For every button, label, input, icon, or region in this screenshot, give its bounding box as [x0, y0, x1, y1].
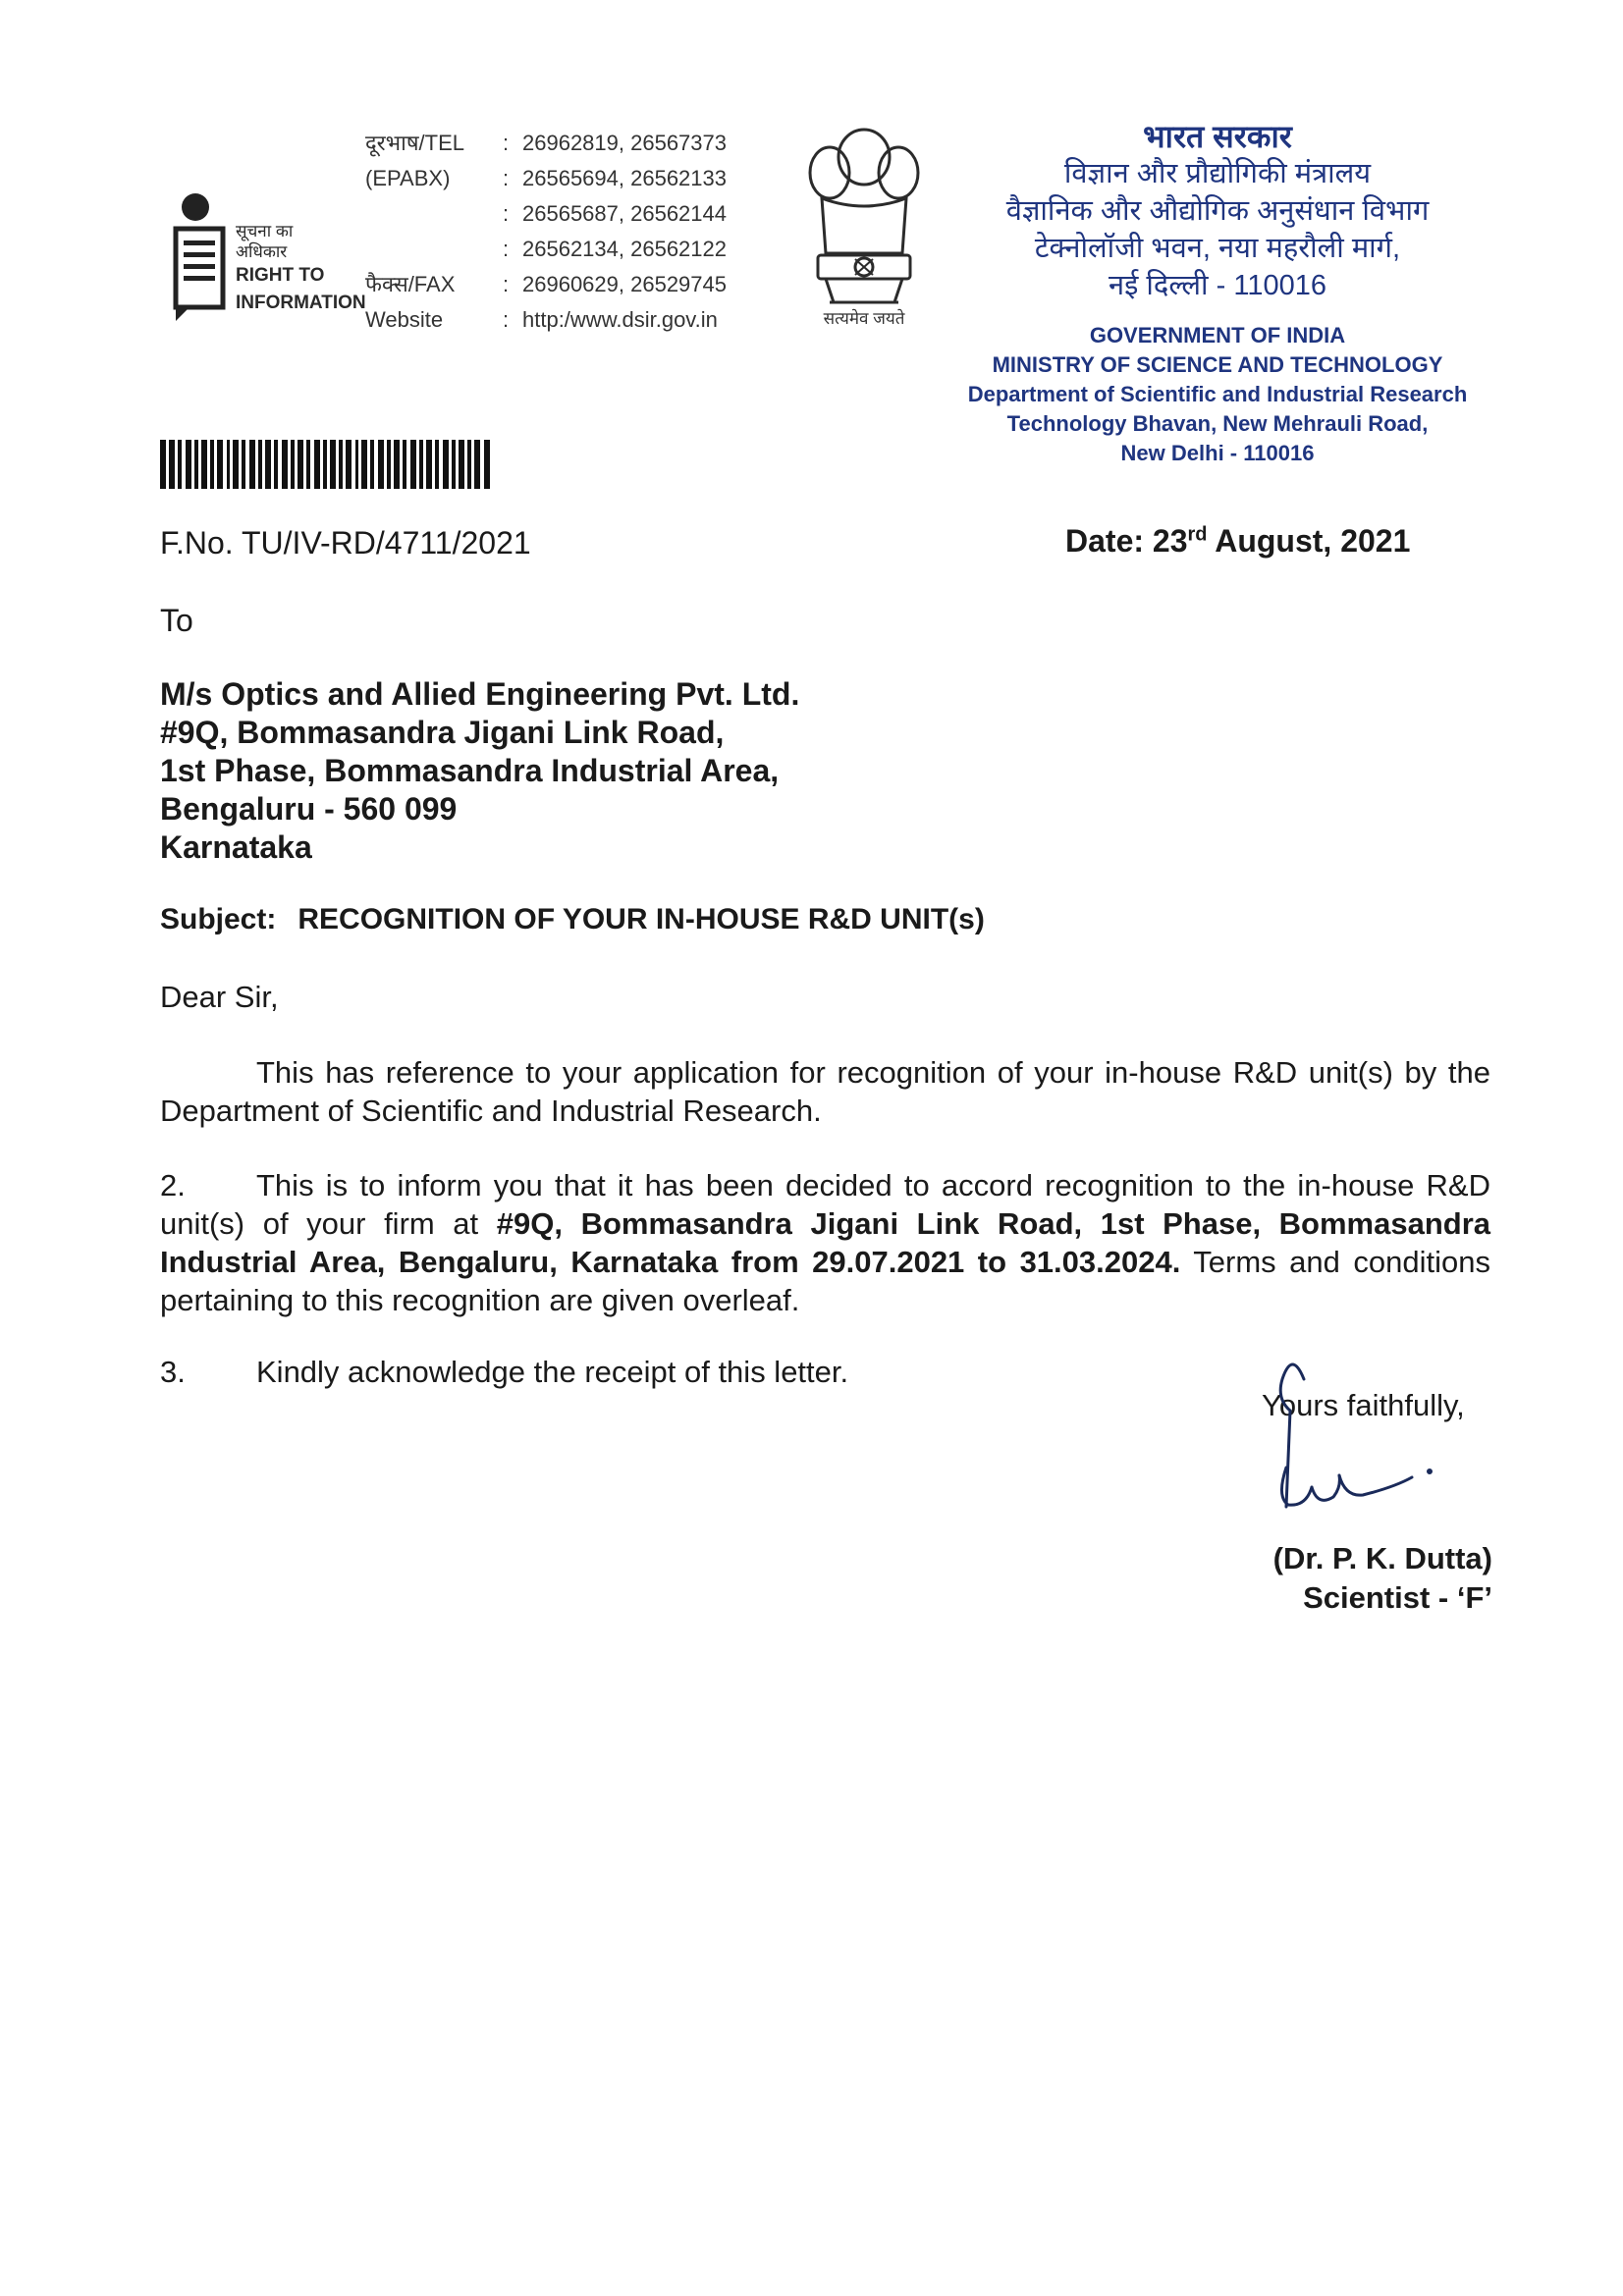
- hindi-line-1: भारत सरकार: [1143, 119, 1292, 154]
- letter-date: Date: 23rd August, 2021: [1065, 523, 1411, 559]
- contact-colons: : : : : : :: [503, 131, 510, 332]
- recipient-address: [160, 675, 799, 867]
- website-label: Website: [365, 307, 444, 332]
- subject-line: [160, 903, 985, 936]
- signatory-designation: Scientist - ‘F’: [1303, 1580, 1492, 1615]
- address-line-1: M/s Optics and Allied Engineering Pvt. Ltd.: [160, 676, 800, 712]
- english-line-3: Department of Scientific and Industrial Research: [967, 382, 1468, 406]
- epabx-value-2: 26565687, 26562144: [522, 201, 727, 226]
- hindi-letterhead: [943, 118, 1492, 304]
- contact-values: [522, 126, 727, 338]
- hindi-line-2: विज्ञान और प्रौद्योगिकी मंत्रालय: [1063, 158, 1372, 189]
- paragraph-1: This has reference to your application for recognition of your in-house R&D unit(s) by the Department of Scientific and Industrial Research.: [160, 1055, 1490, 1128]
- epabx-value-1: 26565694, 26562133: [522, 166, 727, 190]
- national-emblem-icon: [800, 116, 928, 312]
- closing-text: Yours faithfully,: [1262, 1388, 1465, 1422]
- hindi-line-3: वैज्ञानिक और औद्योगिक अनुसंधान विभाग: [1005, 195, 1430, 227]
- address-line-2: #9Q, Bommasandra Jigani Link Road,: [160, 715, 725, 750]
- to-label: To: [160, 603, 193, 638]
- salutation: Dear Sir,: [160, 980, 279, 1014]
- recognition-details: #9Q, Bommasandra Jigani Link Road, 1st Phase, Bommasandra Industrial Area, Bengaluru, Karnataka from 29.07.2021 to 31.03.2024.: [160, 1206, 1490, 1279]
- fax-value: 26960629, 26529745: [522, 272, 727, 296]
- epabx-label: (EPABX): [365, 166, 451, 190]
- website-link[interactable]: http:/www.dsir.gov.in: [522, 307, 718, 332]
- signature-icon: [1247, 1350, 1483, 1556]
- barcode: [160, 440, 685, 489]
- subject-label: Subject:: [160, 903, 277, 935]
- hindi-line-4: टेक्नोलॉजी भवन, नया महरौली मार्ग,: [1034, 233, 1401, 264]
- signatory: [1247, 1539, 1492, 1618]
- paragraph-3: 3. Kindly acknowledge the receipt of this letter.: [160, 1355, 849, 1389]
- tel-label: दूरभाष/TEL: [365, 131, 465, 155]
- rti-hindi-line2: अधिकार: [236, 242, 288, 261]
- emblem-motto: सत्यमेव जयते: [823, 309, 905, 328]
- epabx-value-3: 26562134, 26562122: [522, 237, 727, 261]
- address-line-3: 1st Phase, Bommasandra Industrial Area,: [160, 753, 780, 788]
- signatory-name: (Dr. P. K. Dutta): [1272, 1541, 1492, 1575]
- rti-logo-icon: [172, 191, 231, 324]
- hindi-line-5: नई दिल्ली - 110016: [1109, 270, 1326, 301]
- english-line-5: New Delhi - 110016: [1120, 441, 1315, 465]
- english-line-2: MINISTRY OF SCIENCE AND TECHNOLOGY: [992, 352, 1443, 377]
- english-letterhead: [943, 321, 1492, 468]
- paragraph-2: 2. This is to inform you that it has been decided to accord recognition to the in-house R&D unit(s) of your firm at #9Q, Bommasandra Jigani Link Road, 1st Phase, Bommasandra Industrial Area, Bengaluru, Karnataka from 29.07.2021 to 31.03.2024. Terms and conditions pertaining to this recognition are given overleaf.: [160, 1168, 1491, 1317]
- fax-label: फैक्स/FAX: [365, 272, 456, 296]
- rti-hindi-line1: सूचना का: [236, 222, 294, 240]
- english-line-4: Technology Bhavan, New Mehrauli Road,: [1006, 411, 1429, 436]
- rti-english-line2: INFORMATION: [236, 293, 366, 313]
- barcode-bar: [484, 440, 490, 489]
- english-line-1: GOVERNMENT OF INDIA: [1089, 323, 1346, 347]
- file-number: F.No. TU/IV-RD/4711/2021: [160, 525, 531, 561]
- address-line-4: Bengaluru - 560 099: [160, 791, 458, 827]
- contact-labels: [365, 126, 464, 338]
- rti-label: [236, 221, 366, 317]
- rti-english-line1: RIGHT TO: [236, 265, 325, 286]
- tel-value: 26962819, 26567373: [522, 131, 727, 155]
- subject-text: RECOGNITION OF YOUR IN-HOUSE R&D UNIT(s): [298, 903, 985, 935]
- address-line-5: Karnataka: [160, 829, 312, 865]
